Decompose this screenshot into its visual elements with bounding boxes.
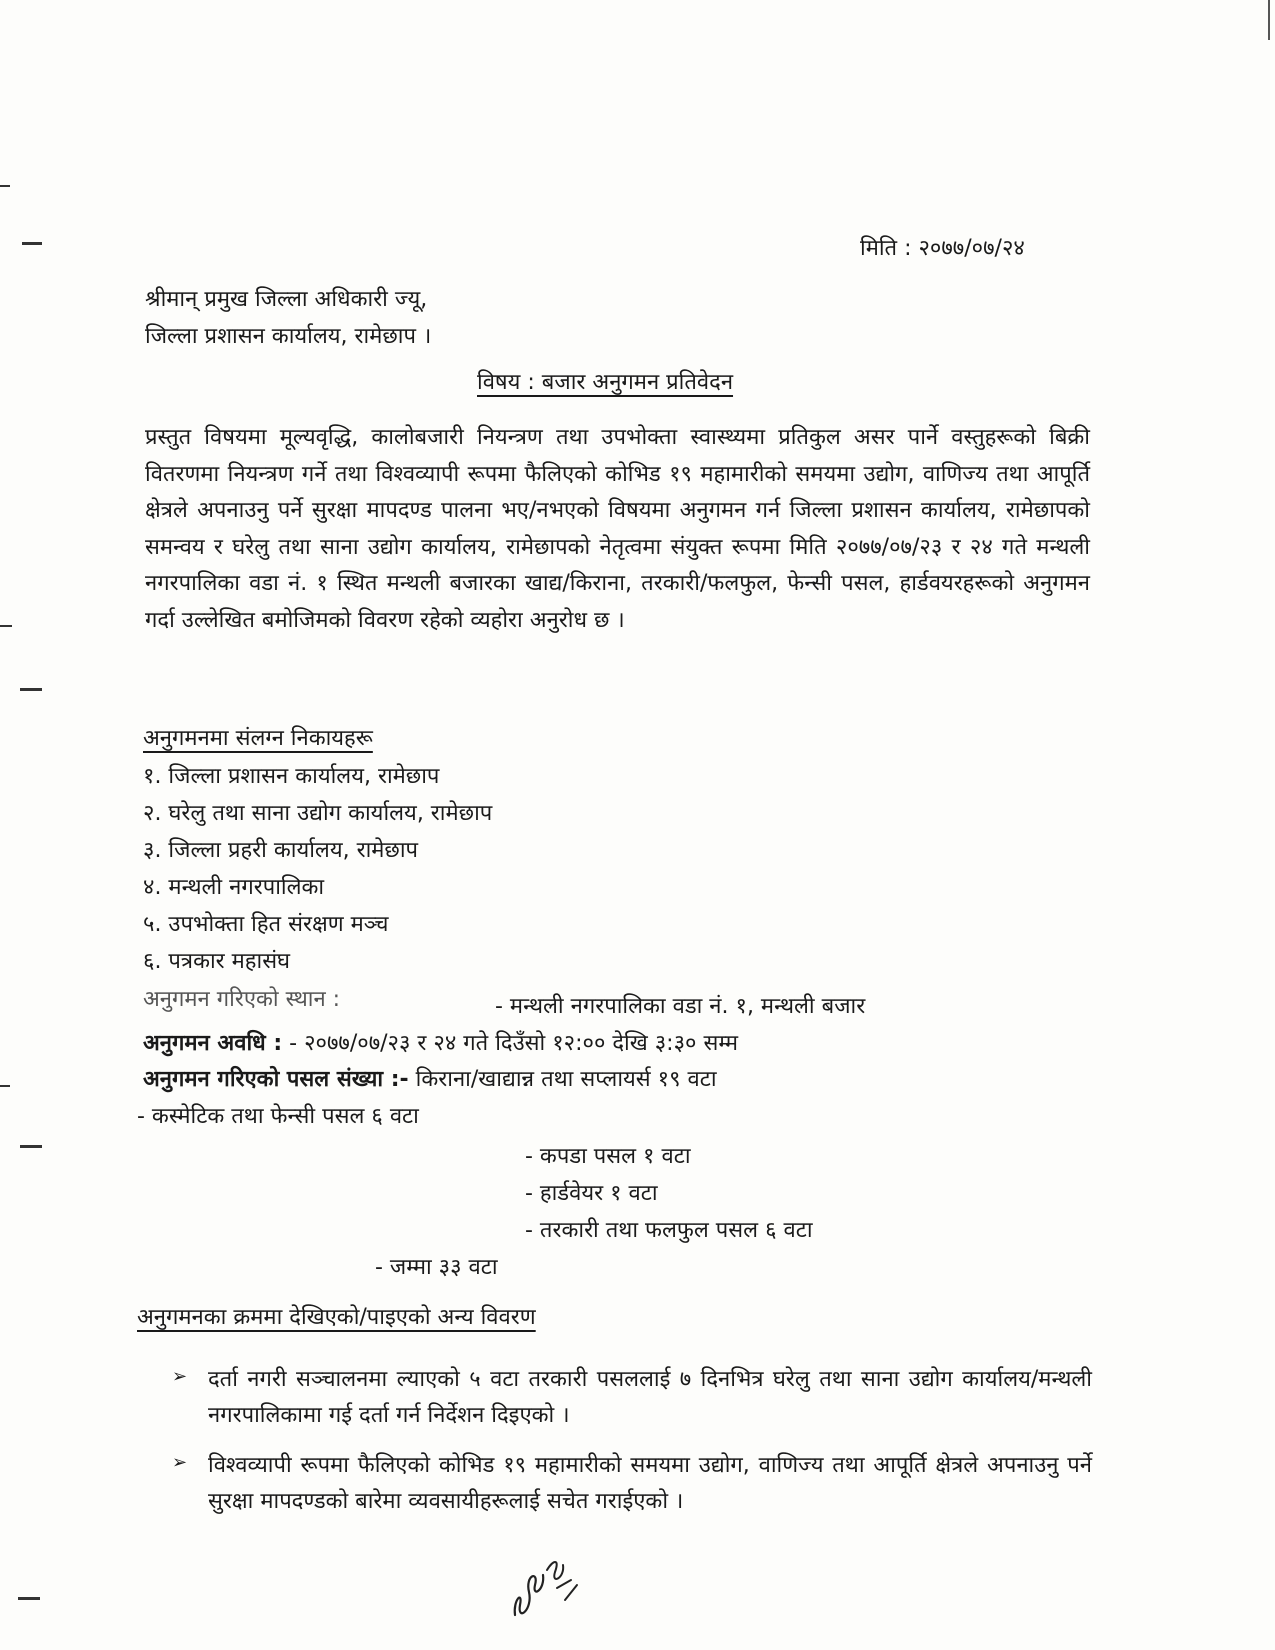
bullet-arrow-icon: ➢: [172, 1366, 188, 1387]
recipient-line-2: जिल्ला प्रशासन कार्यालय, रामेछाप ।: [145, 324, 432, 349]
agency-item: ५. उपभोक्ता हित संरक्षण मञ्च: [143, 912, 389, 937]
body-paragraph: प्रस्तुत विषयमा मूल्यवृद्धि, कालोबजारी नियन्त्रण तथा उपभोक्ता स्वास्थ्यमा प्रतिकुल असर पार्ने वस्तुहरूको बिक्री वितरणमा नियन्त्रण गर्ने तथा विश्वव्यापी रूपमा फैलिएको कोभिड १९ महामारीको समयमा उद्योग, वाणिज्य तथा आपूर्ति क्षेत्रले अपनाउनु पर्ने सुरक्षा मापदण्ड पालना भए/नभएको विषयमा अनुगमन गर्न जिल्ला प्रशासन कार्यालय, रामेछापको समन्वय र घरेलु तथा साना उद्योग कार्यालय, रामेछापको नेतृत्वमा संयुक्त रूपमा मिति २०७७/०७/२३ र २४ गते मन्थली नगरपालिका वडा नं. १ स्थित मन्थली बजारका खाद्य/किराना, तरकारी/फलफुल, फेन्सी पसल, हार्डवयरहरूको अनुगमन गर्दा उल्लेखित बमोजिमको विवरण रहेको व्यहोरा अनुरोध छ ।: [145, 425, 1090, 633]
document-date: मिति : २०७७/०७/२४: [860, 236, 1025, 261]
bullet-arrow-icon: ➢: [172, 1452, 188, 1473]
agency-item: ६. पत्रकार महासंघ: [143, 949, 291, 974]
scan-mark: [0, 625, 12, 627]
shops-count-line: [143, 1063, 717, 1097]
agency-item: १. जिल्ला प्रशासन कार्यालय, रामेछाप: [143, 764, 440, 789]
shops-hardware: - हार्डवेयर १ वटा: [525, 1181, 658, 1206]
agency-item: ४. मन्थली नगरपालिका: [143, 875, 325, 900]
subject-heading: विषय : बजार अनुगमन प्रतिवेदन: [477, 370, 734, 395]
finding-text: दर्ता नगरी सञ्चालनमा ल्याएको ५ वटा तरकारी पसललाई ७ दिनभित्र घरेलु तथा साना उद्योग कार्यालय/मन्थली नगरपालिकामा गई दर्ता गर्न निर्देशन दिइएको ।: [208, 1367, 1092, 1428]
signature-image: [505, 1530, 585, 1630]
shops-total: - जम्मा ३३ वटा: [375, 1255, 498, 1280]
finding-text: विश्वव्यापी रूपमा फैलिएको कोभिड १९ महामारीको समयमा उद्योग, वाणिज्य तथा आपूर्ति क्षेत्रले अपनाउनु पर्ने सुरक्षा मापदण्डको बारेमा व्यवसायीहरूलाई सचेत गराईएको ।: [208, 1453, 1092, 1514]
recipient-line-1: श्रीमान् प्रमुख जिल्ला अधिकारी ज्यू,: [145, 287, 428, 312]
scan-mark: [18, 1597, 40, 1600]
monitoring-place-value: - मन्थली नगरपालिका वडा नं. १, मन्थली बजार: [495, 994, 866, 1019]
scan-mark: [0, 185, 10, 187]
monitoring-period-label: अनुगमन अवधि :: [143, 1031, 283, 1056]
finding-item: [172, 1362, 1092, 1434]
shops-first-item: किराना/खाद्यान्न तथा सप्लायर्स १९ वटा: [415, 1067, 717, 1092]
finding-item: [172, 1448, 1092, 1520]
shops-cosmetic: - कस्मेटिक तथा फेन्सी पसल ६ वटा: [137, 1104, 419, 1129]
shops-count-label: अनुगमन गरिएको पसल संख्या :-: [143, 1067, 409, 1092]
scan-mark: [20, 1145, 42, 1148]
scan-mark: [1268, 0, 1270, 40]
monitoring-period-value: - २०७७/०७/२३ र २४ गते दिउँसो १२:०० देखि ३:३० सम्म: [289, 1031, 739, 1056]
monitoring-place-label: अनुगमन गरिएको स्थान :: [143, 987, 341, 1012]
shops-vegetable: - तरकारी तथा फलफुल पसल ६ वटा: [525, 1218, 813, 1243]
agencies-heading: अनुगमनमा संलग्न निकायहरू: [143, 726, 373, 751]
monitoring-period: [143, 1027, 738, 1061]
scan-mark: [22, 242, 42, 245]
agency-item: ३. जिल्ला प्रहरी कार्यालय, रामेछाप: [143, 838, 419, 863]
findings-heading: अनुगमनका क्रममा देखिएको/पाइएको अन्य विवरण: [137, 1305, 536, 1330]
agency-item: २. घरेलु तथा साना उद्योग कार्यालय, रामेछाप: [143, 801, 493, 826]
scan-mark: [0, 1085, 10, 1087]
scan-mark: [20, 688, 42, 691]
shops-cloth: - कपडा पसल १ वटा: [525, 1144, 691, 1169]
